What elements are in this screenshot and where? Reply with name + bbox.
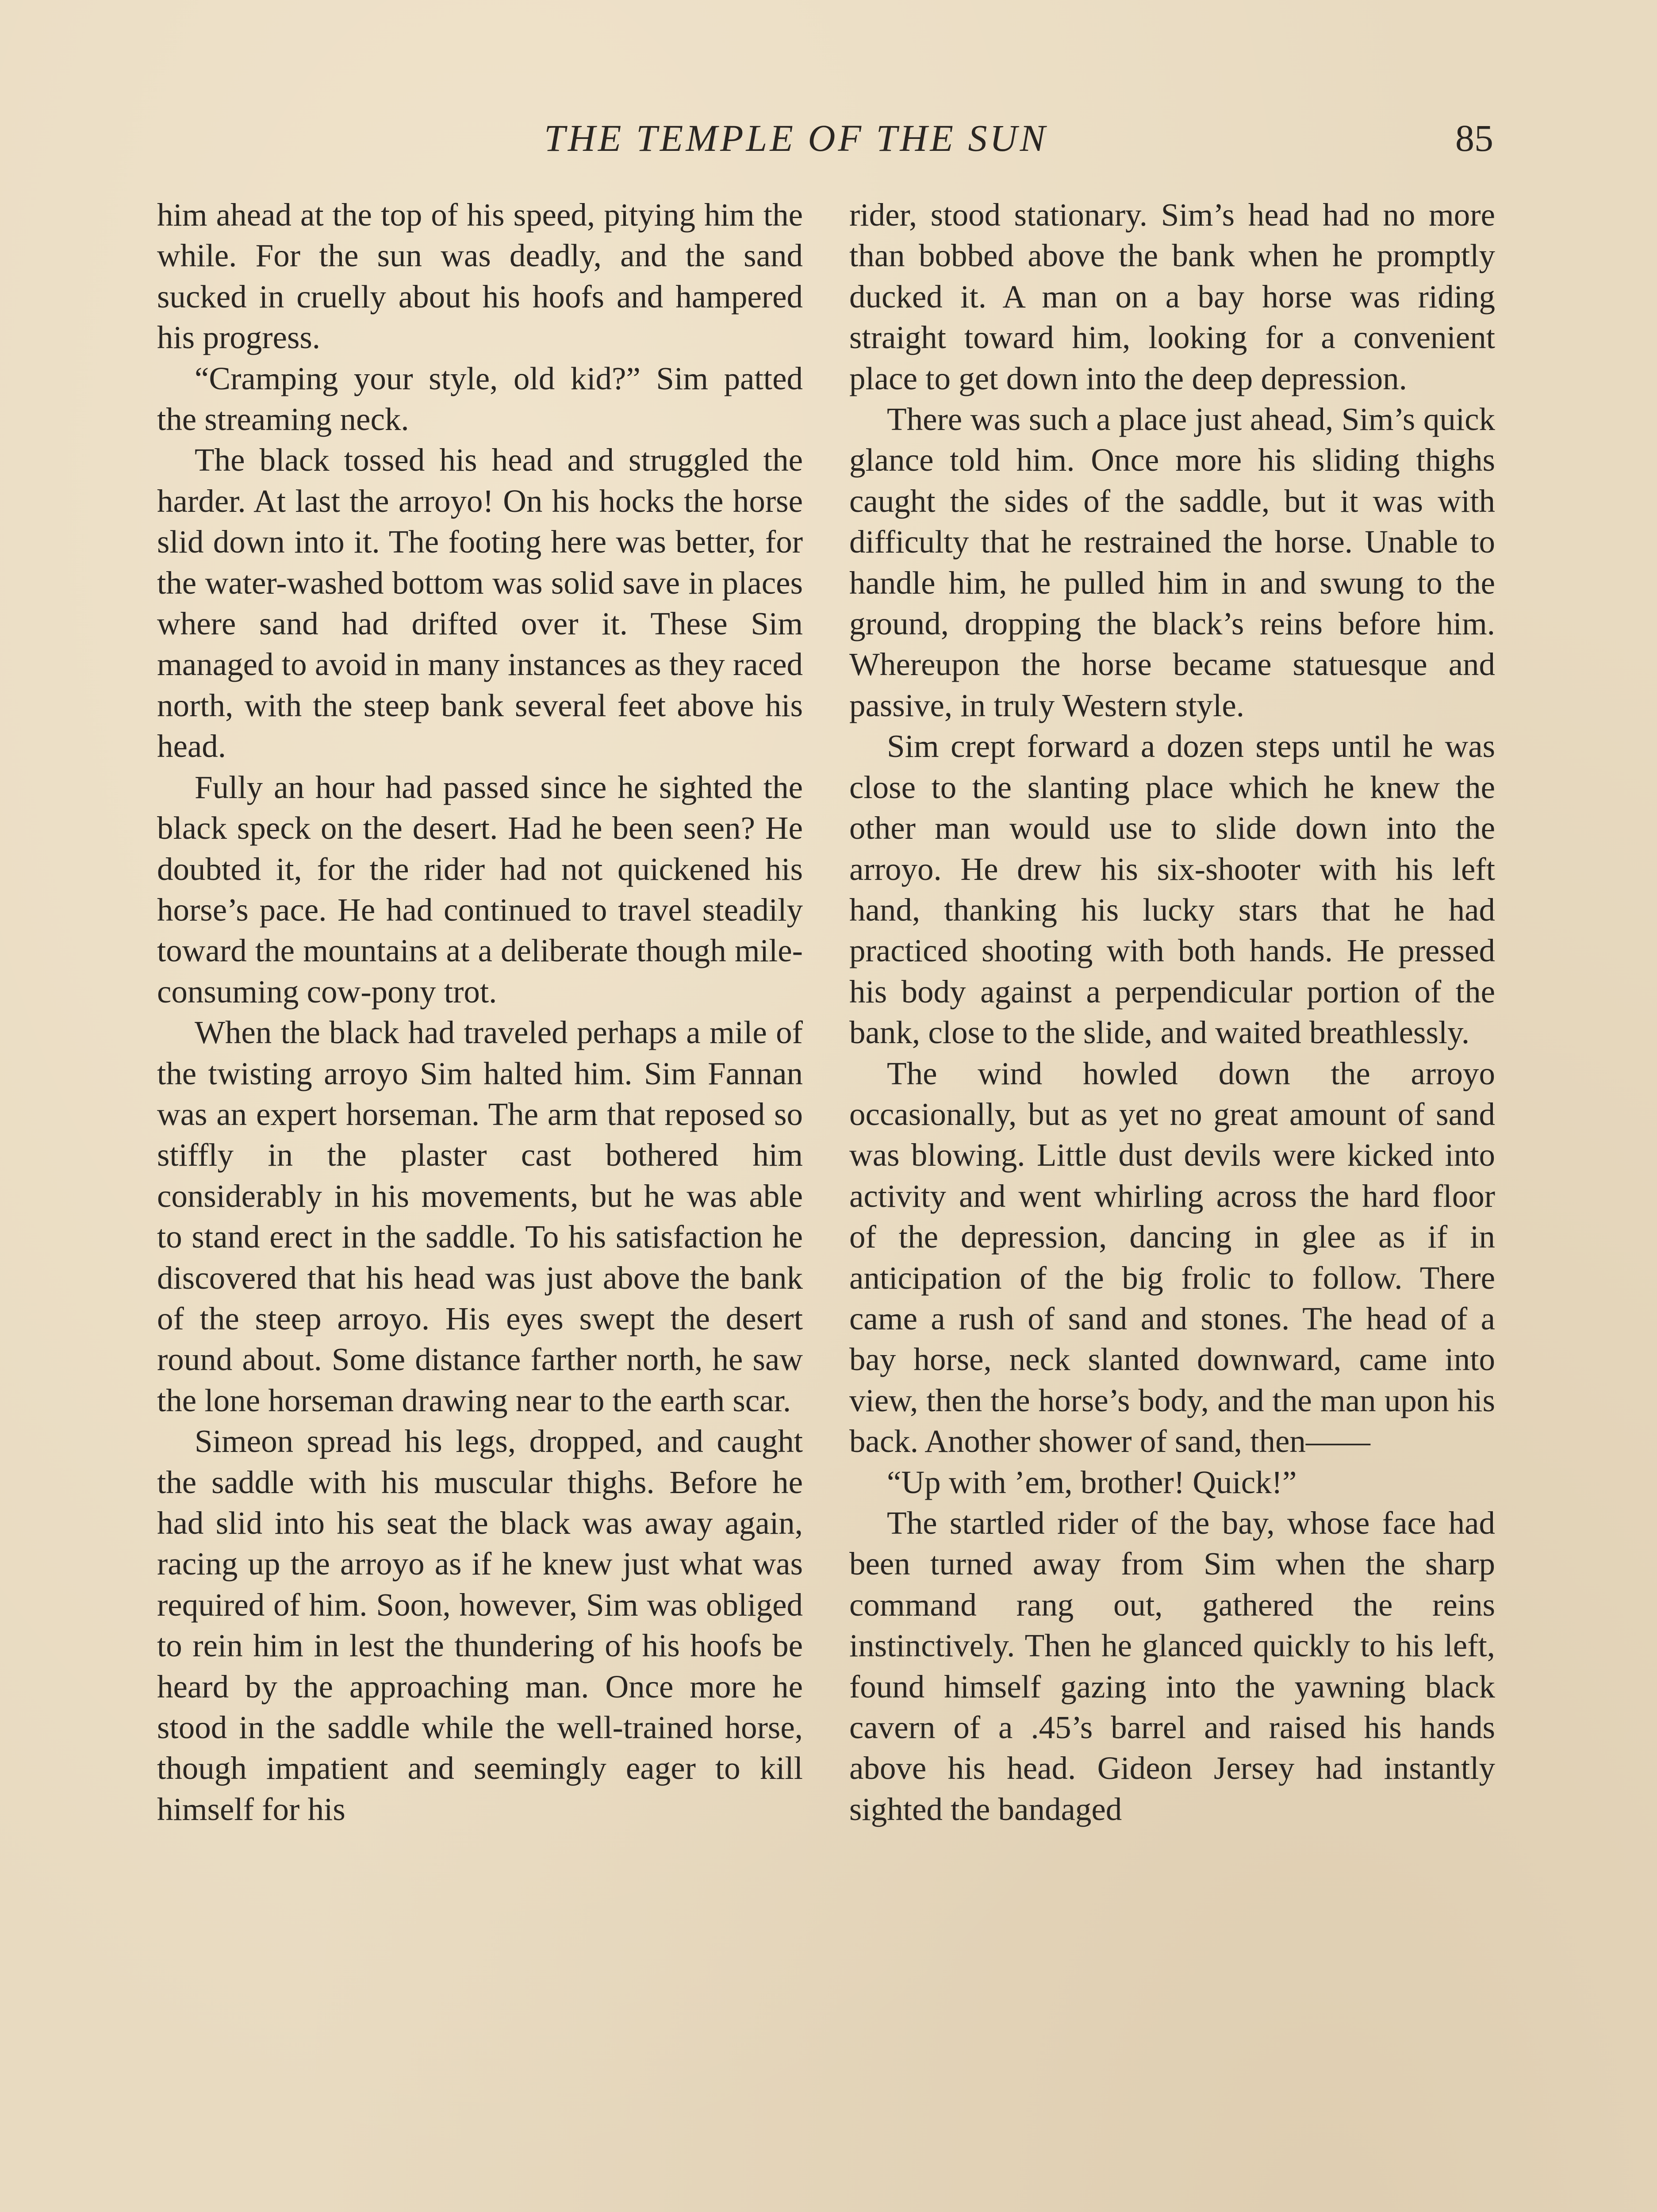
paragraph: The startled rider of the bay, whose face had been turned away from Sim when the sharp command rang out, gathered the reins instinctively. Then he glanced quickly to his left, found himself gazing into the yawning black cavern of a .45’s barrel and raised his hands above his head. Gideon Jersey had instantly sighted the bandaged: [849, 1505, 1495, 1827]
paragraph: Fully an hour had passed since he sighted the black speck on the desert. Had he been seen? He doubted it, for the rider had not quickened his horse’s pace. He had continued to travel steadily toward the mountains at a deliberate though mile-consuming cow-pony trot.: [157, 769, 803, 1010]
right-column: [849, 195, 1495, 1830]
running-title: THE TEMPLE OF THE SUN: [544, 117, 1048, 159]
paragraph: Simeon spread his legs, dropped, and caught the saddle with his muscular thighs. Before he had slid into his seat the black was away again, racing up the arroyo as if he knew just what was required of him. Soon, however, Sim was obliged to rein him in lest the thundering of his hoofs be heard by the approaching man. Once more he stood in the saddle while the well-trained horse, though impatient and seemingly eager to kill himself for his: [157, 1423, 803, 1827]
paragraph: The wind howled down the arroyo occasionally, but as yet no great amount of sand was blowing. Little dust devils were kicked into activity and went whirling across the hard floor of the depression, dancing in glee as if in anticipation of the big frolic to follow. There came a rush of sand and stones. The head of a bay horse, neck slanted downward, came into view, then the horse’s body, and the man upon his back. Another shower of sand, then——: [849, 1055, 1495, 1459]
paragraph: him ahead at the top of his speed, pitying him the while. For the sun was deadly, and the sand sucked in cruelly about his hoofs and hampered his progress.: [157, 197, 803, 356]
paragraph: rider, stood stationary. Sim’s head had no more than bobbed above the bank when he promptly ducked it. A man on a bay horse was riding straight toward him, looking for a convenient place to get down into the deep depression.: [849, 197, 1495, 396]
paragraph: The black tossed his head and struggled the harder. At last the arroyo! On his hocks the horse slid down into it. The footing here was better, for the water-washed bottom was solid save in places where sand had drifted over it. These Sim managed to avoid in many instances as they raced north, with the steep bank several feet above his head.: [157, 442, 803, 764]
left-column: [157, 195, 803, 1830]
paragraph: “Cramping your style, old kid?” Sim patted the streaming neck.: [157, 360, 803, 438]
paragraph: “Up with ’em, brother! Quick!”: [887, 1464, 1297, 1500]
paragraph: There was such a place just ahead, Sim’s quick glance told him. Once more his sliding thighs caught the sides of the saddle, but it was with difficulty that he restrained the horse. Unable to handle him, he pulled him in and swung to the ground, dropping the black’s reins before him. Whereupon the horse became statuesque and passive, in truly Western style.: [849, 401, 1495, 723]
page-header: [0, 116, 1657, 173]
page-number: 85: [1455, 117, 1493, 159]
paragraph: Sim crept forward a dozen steps until he was close to the slanting place which he knew the other man would use to slide down into the arroyo. He drew his six-shooter with his left hand, thanking his lucky stars that he had practiced shooting with both hands. He pressed his body against a perpendicular portion of the bank, close to the slide, and waited breathlessly.: [849, 728, 1495, 1051]
paragraph: When the black had traveled perhaps a mile of the twisting arroyo Sim halted him. Sim Fannan was an expert horseman. The arm that reposed so stiffly in the plaster cast bothered him considerably in his movements, but he was able to stand erect in the saddle. To his satisfaction he discovered that his head was just above the bank of the steep arroyo. His eyes swept the desert round about. Some distance farther north, he saw the lone horseman drawing near to the earth scar.: [157, 1014, 803, 1418]
